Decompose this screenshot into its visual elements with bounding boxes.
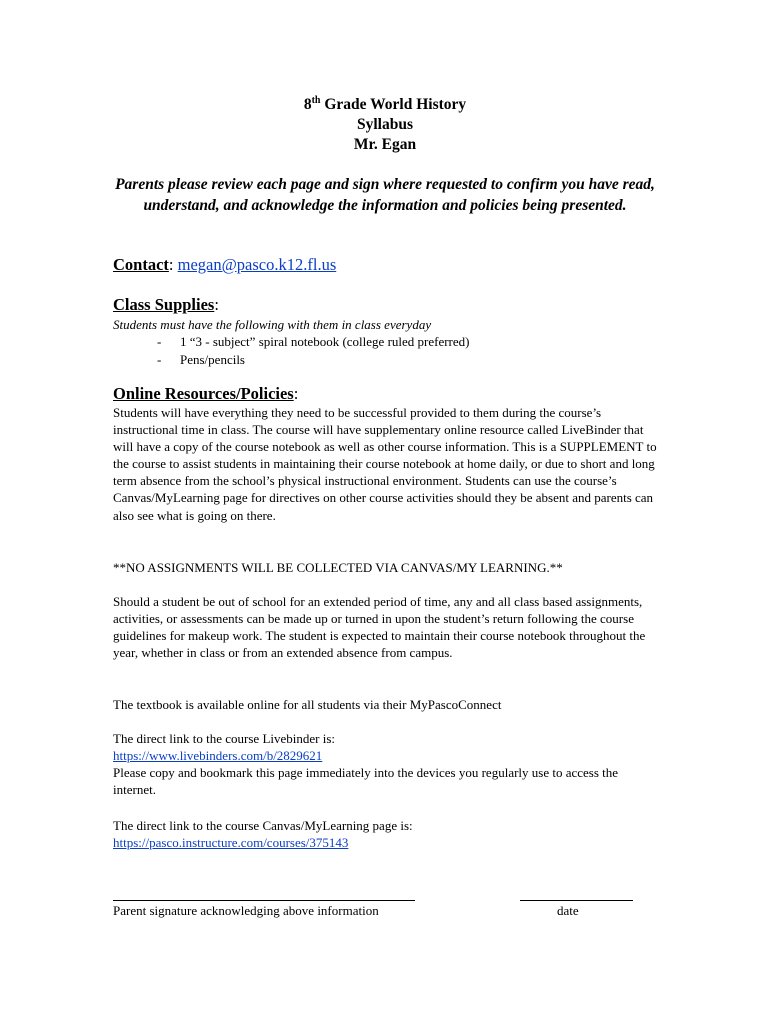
course-title-rest: Grade World History <box>320 96 467 113</box>
document-subtitle: Syllabus <box>356 116 413 133</box>
contact-heading: Contact <box>113 255 169 274</box>
list-dash: - <box>157 334 162 349</box>
livebinder-link[interactable]: https://www.livebinders.com/b/2829621 <box>113 748 323 764</box>
contact-line <box>113 255 336 275</box>
date-signature-line[interactable] <box>520 900 633 901</box>
class-supplies-heading: Class Supplies <box>113 295 215 314</box>
document-title-block <box>0 95 770 155</box>
textbook-paragraph: The textbook is available online for all students via their MyPascoConnect <box>113 697 502 712</box>
canvas-link[interactable]: https://pasco.instructure.com/courses/375143 <box>113 835 349 851</box>
online-resources-heading: Online Resources/Policies <box>113 384 294 403</box>
canvas-block <box>113 817 658 851</box>
date-label: date <box>557 903 579 918</box>
grade-number: 8 <box>303 96 312 113</box>
list-dash: - <box>157 351 162 367</box>
grade-suffix: th <box>311 94 321 106</box>
livebinder-block <box>113 730 658 798</box>
class-supplies-heading-line <box>113 295 219 315</box>
online-resources-paragraph: Students will have everything they need to be successful provided to them during the course’s instructional time in class. The course will have supplementary online resource called LiveBinder that will have a copy of the course notebook as well as other course information. This is a SUPPLEMENT to the course to assist students in maintaining their course notebook at home daily, or due to short and long term absence from the school’s physical instructional environment. Students can use the course’s Canvas/MyLearning page for directives on other course activities should they be absent and parents can also see what is going on there. <box>113 405 657 523</box>
class-supplies-list <box>157 333 470 368</box>
contact-separator: : <box>168 255 178 274</box>
livebinder-intro: The direct link to the course Livebinder is: <box>113 731 336 746</box>
teacher-name: Mr. Egan <box>353 136 417 153</box>
parent-instructions: Parents please review each page and sign where requested to confirm you have read, understand, and acknowledge the information and policies being presented. <box>115 176 655 214</box>
no-assignments-notice: **NO ASSIGNMENTS WILL BE COLLECTED VIA CANVAS/MY LEARNING.** <box>113 560 563 575</box>
list-item <box>157 333 470 351</box>
list-item-text: 1 “3 - subject” spiral notebook (college ruled preferred) <box>180 334 470 349</box>
livebinder-note: Please copy and bookmark this page immediately into the devices you regularly use to access the internet. <box>113 765 619 798</box>
parent-signature-label: Parent signature acknowledging above information <box>113 903 379 918</box>
class-supplies-colon: : <box>214 295 219 314</box>
absence-policy-paragraph: Should a student be out of school for an extended period of time, any and all class based assignments, activities, or assessments can be made up or turned in upon the student’s return following the course guidelines for makeup work. The student is expected to maintain their course notebook throughout the year, whether in class or from an extended absence from campus. <box>113 594 646 661</box>
canvas-intro: The direct link to the course Canvas/MyLearning page is: <box>113 818 413 833</box>
class-supplies-note: Students must have the following with them in class everyday <box>113 317 432 332</box>
contact-email-link[interactable]: megan@pasco.k12.fl.us <box>177 255 337 274</box>
parent-signature-line[interactable] <box>113 900 415 901</box>
list-item <box>157 351 470 369</box>
online-resources-heading-line <box>113 384 298 404</box>
online-resources-colon: : <box>293 384 299 403</box>
list-item-text: Pens/pencils <box>180 351 245 367</box>
course-title <box>0 95 770 115</box>
